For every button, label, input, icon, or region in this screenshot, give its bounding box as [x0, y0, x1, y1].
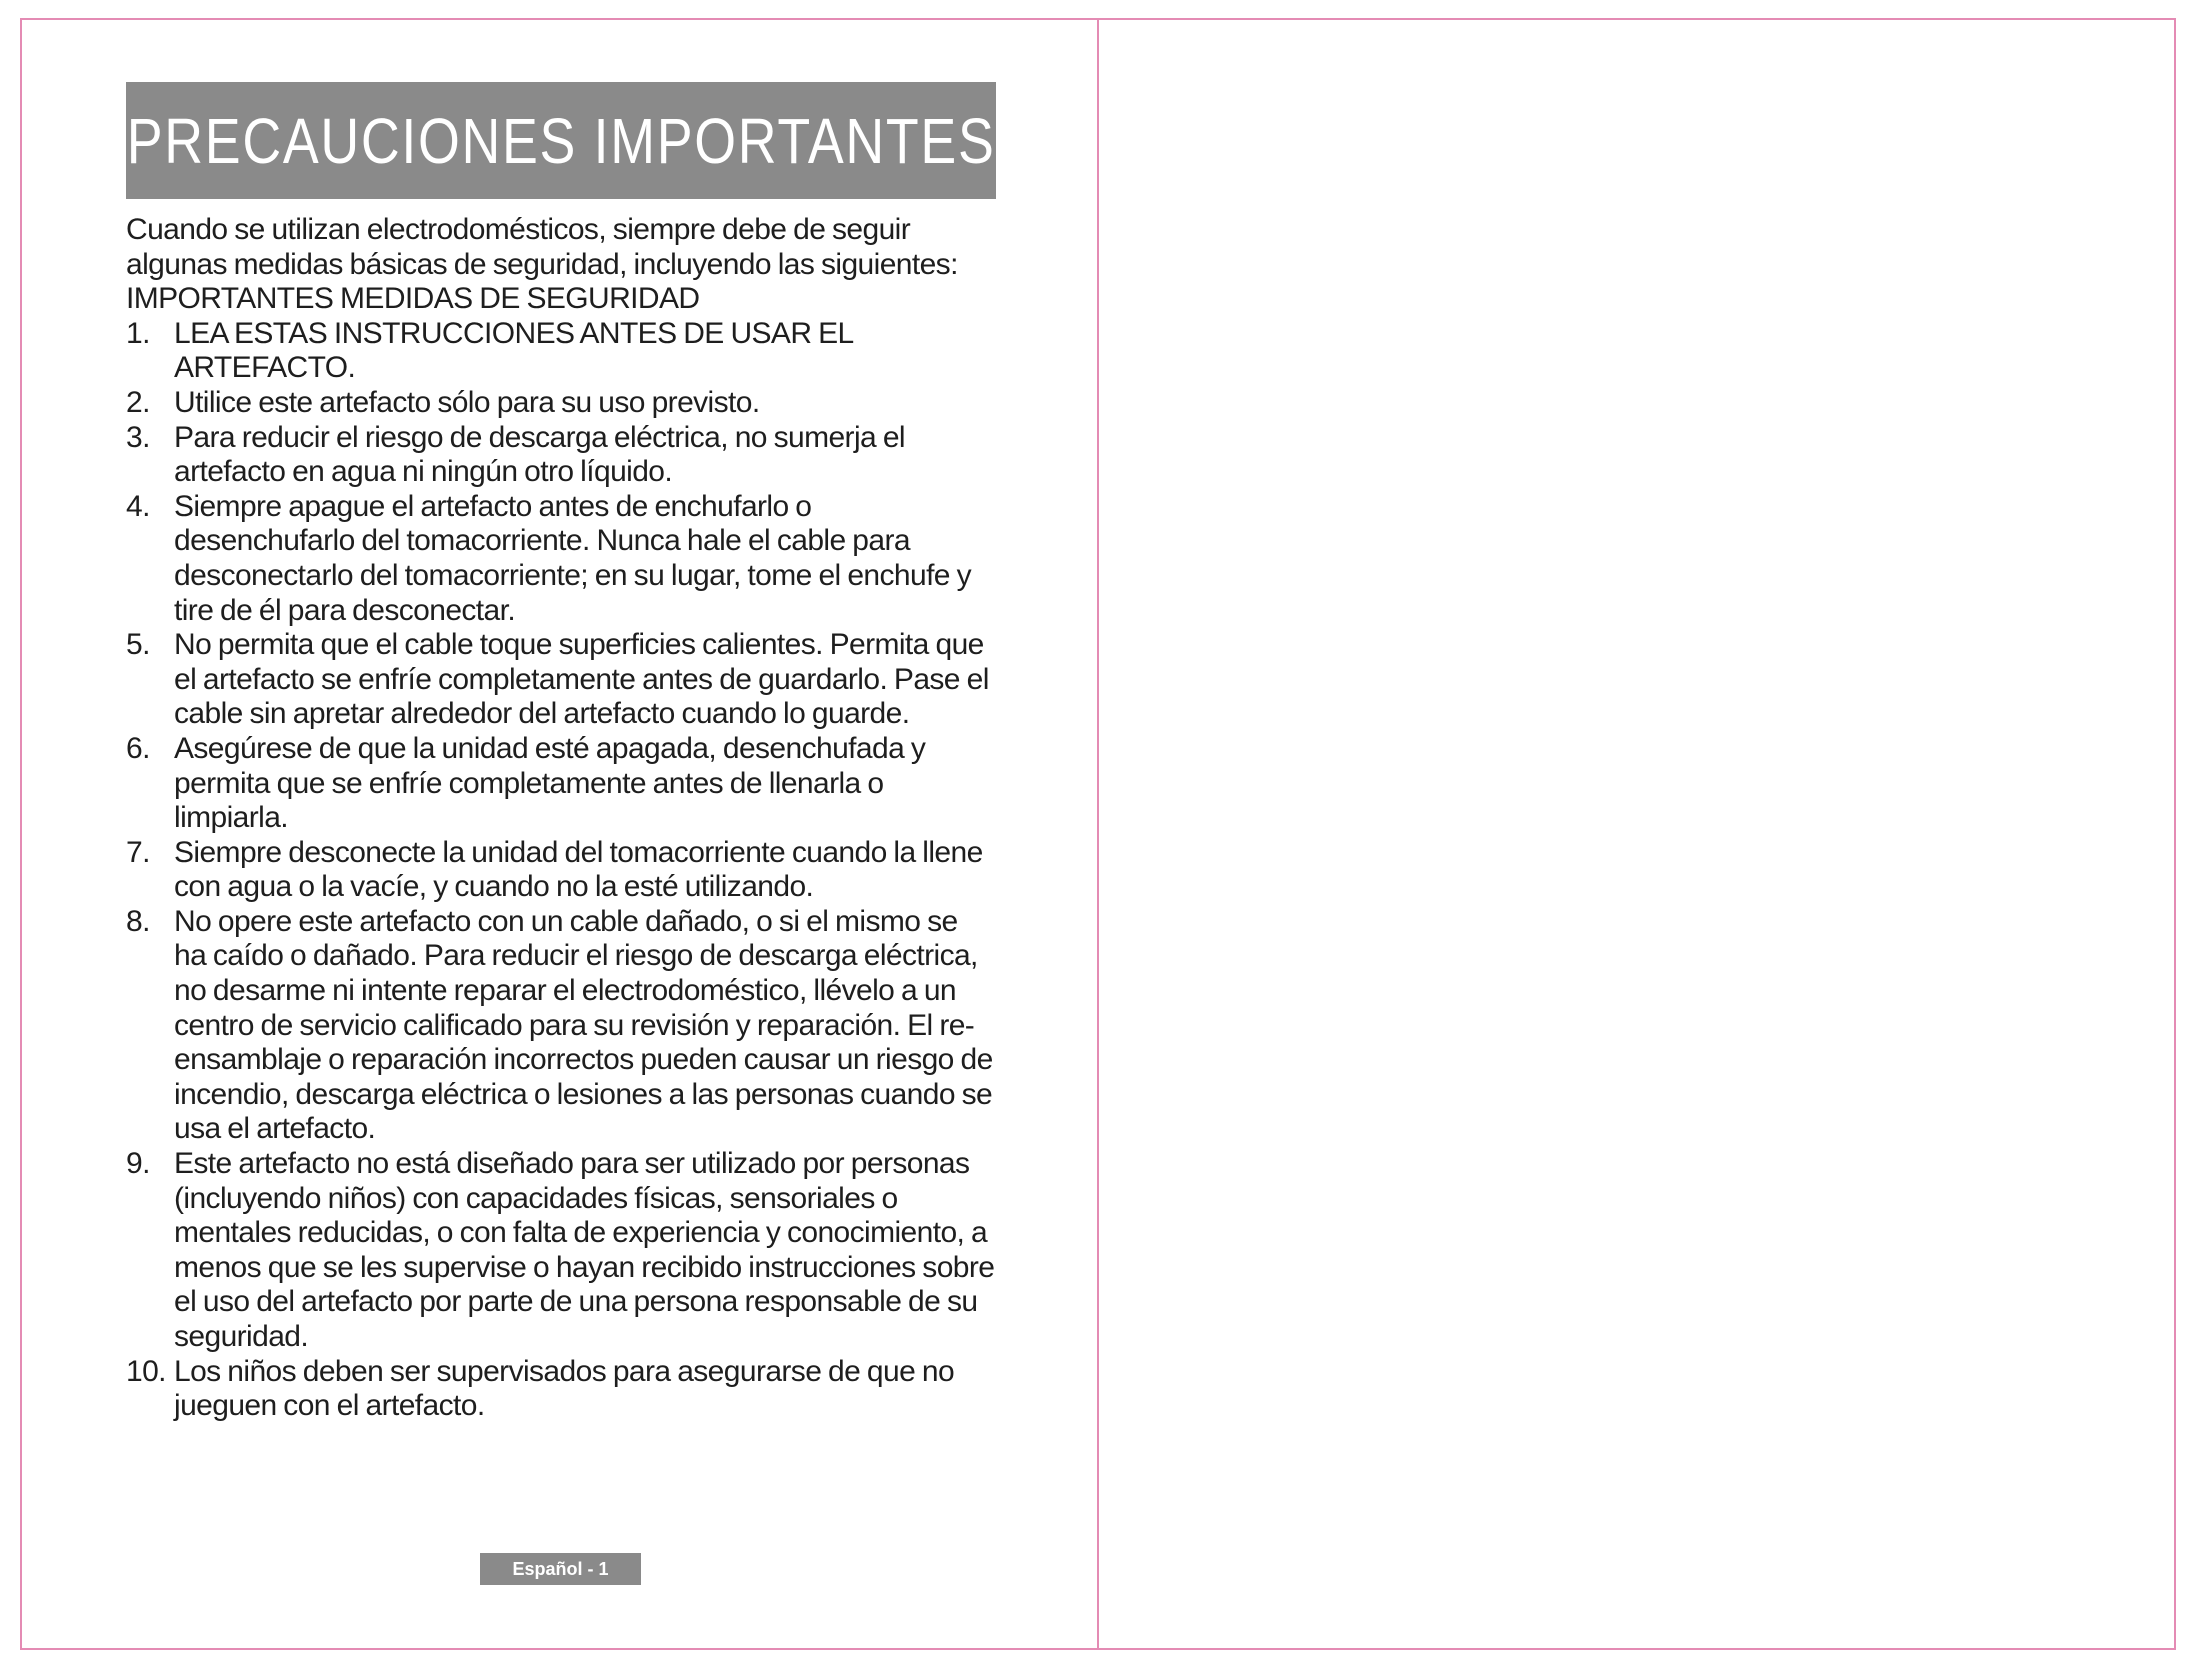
- center-fold-line: [1097, 18, 1099, 1650]
- item-number: 6.: [126, 731, 150, 765]
- page-number-badge: Español - 1: [480, 1553, 641, 1585]
- item-text: Siempre apague el artefacto antes de enchufarlo o desenchufarlo del tomacorriente. Nunca hale el cable para desconectarlo del tomacorriente; en su lugar, tome el enchufe y tire de él para desconectar.: [174, 489, 972, 627]
- list-item: [126, 905, 996, 1147]
- safety-subheading: IMPORTANTES MEDIDAS DE SEGURIDAD: [126, 282, 700, 316]
- item-number: 8.: [126, 904, 150, 938]
- list-item: [126, 317, 996, 386]
- list-item: [126, 836, 996, 905]
- item-number: 3.: [126, 420, 150, 454]
- item-number: 5.: [126, 628, 150, 662]
- safety-text: [126, 213, 996, 1424]
- intro-line: Cuando se utilizan electrodomésticos, siempre debe de seguir: [126, 213, 911, 246]
- item-number: 4.: [126, 489, 150, 523]
- intro-paragraph: [126, 213, 996, 317]
- item-text: Este artefacto no está diseñado para ser utilizado por personas (incluyendo niños) con capacidades físicas, sensoriales o mentales reducidas, o con falta de experiencia y conocimiento, a menos que se les supervise o hayan recibido instrucciones sobre el uso del artefacto por parte de una persona responsable de su seguridad.: [174, 1147, 995, 1353]
- list-item: [126, 490, 996, 628]
- intro-line: algunas medidas básicas de seguridad, incluyendo las siguientes:: [126, 247, 958, 281]
- item-number: 9.: [126, 1147, 150, 1181]
- item-text: LEA ESTAS INSTRUCCIONES ANTES DE USAR EL ARTEFACTO.: [174, 316, 853, 385]
- list-item: [126, 1355, 996, 1424]
- item-number: 10.: [126, 1354, 166, 1388]
- list-item: [126, 628, 996, 732]
- left-page: [126, 82, 996, 1424]
- item-text: Para reducir el riesgo de descarga eléctrica, no sumerja el artefacto en agua ni ningún otro líquido.: [174, 420, 905, 489]
- title-banner: [126, 82, 996, 199]
- list-item: [126, 421, 996, 490]
- item-text: No opere este artefacto con un cable dañado, o si el mismo se ha caído o dañado. Para reducir el riesgo de descarga eléctrica, no desarme ni intente reparar el electrodoméstico, llévelo a un centro de servicio calificado para su revisión y reparación. El re-ensamblaje o reparación incorrectos pueden causar un riesgo de incendio, descarga eléctrica o lesiones a las personas cuando se usa el artefacto.: [174, 904, 993, 1146]
- safety-rules-list: [126, 317, 996, 1424]
- item-text: Los niños deben ser supervisados para asegurarse de que no jueguen con el artefacto.: [174, 1354, 955, 1423]
- item-number: 2.: [126, 385, 150, 419]
- item-number: 7.: [126, 835, 150, 869]
- item-text: Utilice este artefacto sólo para su uso previsto.: [174, 385, 760, 419]
- page-title: PRECAUCIONES IMPORTANTES: [126, 104, 996, 177]
- item-text: No permita que el cable toque superficies calientes. Permita que el artefacto se enfríe completamente antes de guardarlo. Pase el cable sin apretar alrededor del artefacto cuando lo guarde.: [174, 628, 989, 731]
- item-text: Asegúrese de que la unidad esté apagada, desenchufada y permita que se enfríe completamente antes de llenarla o limpiarla.: [174, 731, 926, 835]
- item-text: Siempre desconecte la unidad del tomacorriente cuando la llene con agua o la vacíe, y cuando no la esté utilizando.: [174, 835, 983, 904]
- list-item: [126, 732, 996, 836]
- list-item: [126, 1147, 996, 1355]
- list-item: [126, 386, 996, 421]
- item-number: 1.: [126, 316, 150, 350]
